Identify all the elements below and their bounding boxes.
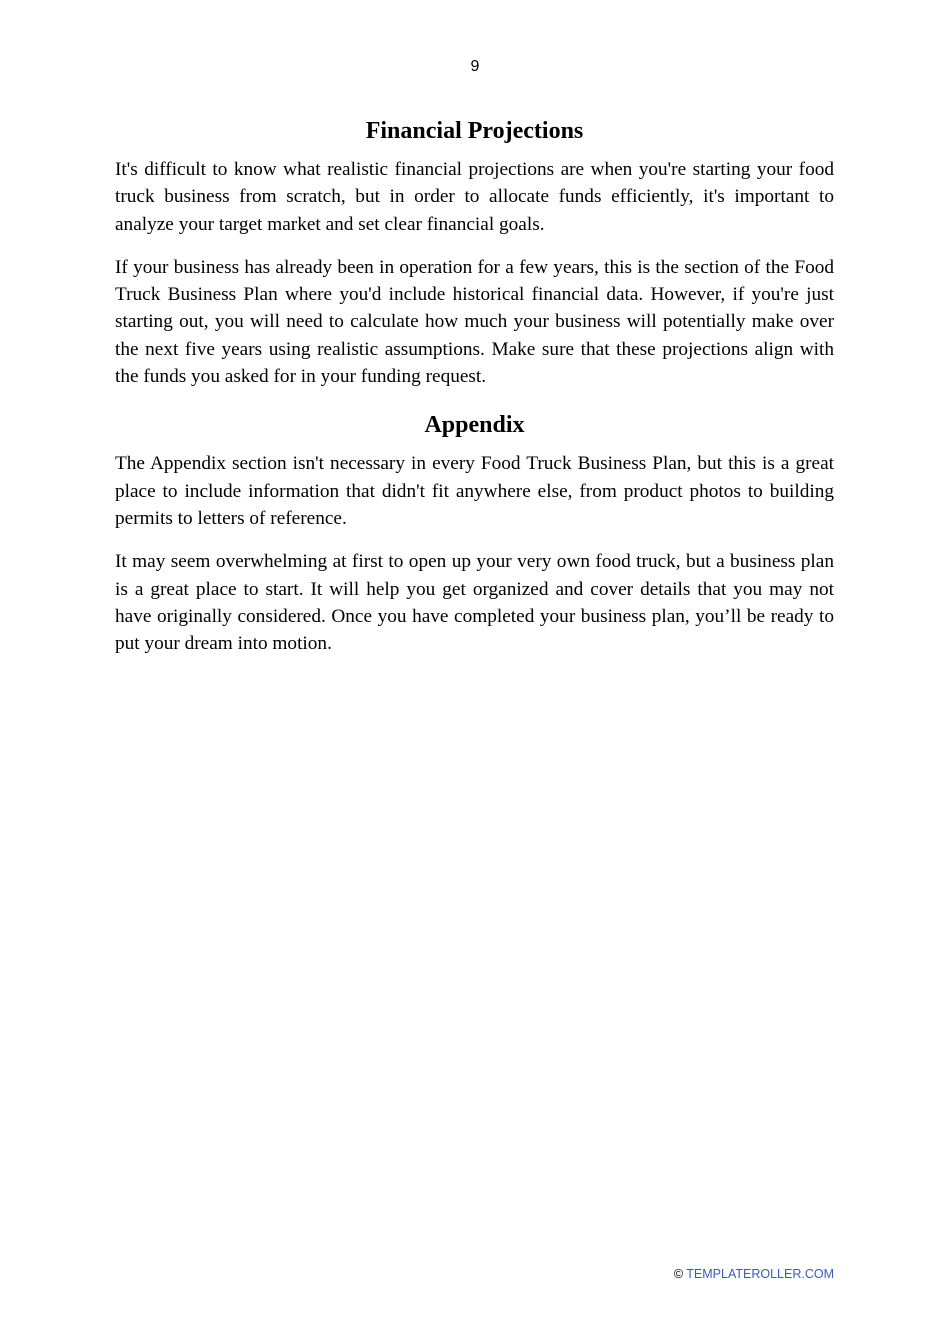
footer-copyright (674, 1266, 834, 1282)
paragraph-appendix-2: It may seem overwhelming at first to open up your very own food truck, but a business plan is a great place to start. It will help you get organized and cover details that you may not have originally considered. Once you have completed your business plan, you’ll be ready to put your dream into motion. (115, 551, 834, 655)
section-heading-appendix: Appendix (424, 412, 525, 439)
document-body (115, 114, 834, 657)
paragraph-financial-projections-1: It's difficult to know what realistic financial projections are when you're starting your food truck business from scratch, but in order to allocate funds efficiently, it's important to analyze your target market and set clear financial goals. (115, 159, 834, 235)
paragraph-financial-projections-2: If your business has already been in operation for a few years, this is the section of the Food Truck Business Plan where you'd include historical financial data. However, if you're just starting out, you will need to calculate how much your business will potentially make over the next five years using realistic assumptions. Make sure that these projections align with the funds you asked for in your funding request. (115, 256, 834, 388)
paragraph-appendix-1: The Appendix section isn't necessary in every Food Truck Business Plan, but this is a great place to include information that didn't fit anywhere else, from product photos to building permits to letters of reference. (115, 453, 834, 529)
section-heading-financial-projections: Financial Projections (365, 118, 584, 144)
templateroller-link[interactable]: TEMPLATEROLLER.COM (686, 1267, 834, 1281)
copyright-symbol: © (673, 1267, 684, 1281)
page-number: 9 (470, 58, 480, 75)
